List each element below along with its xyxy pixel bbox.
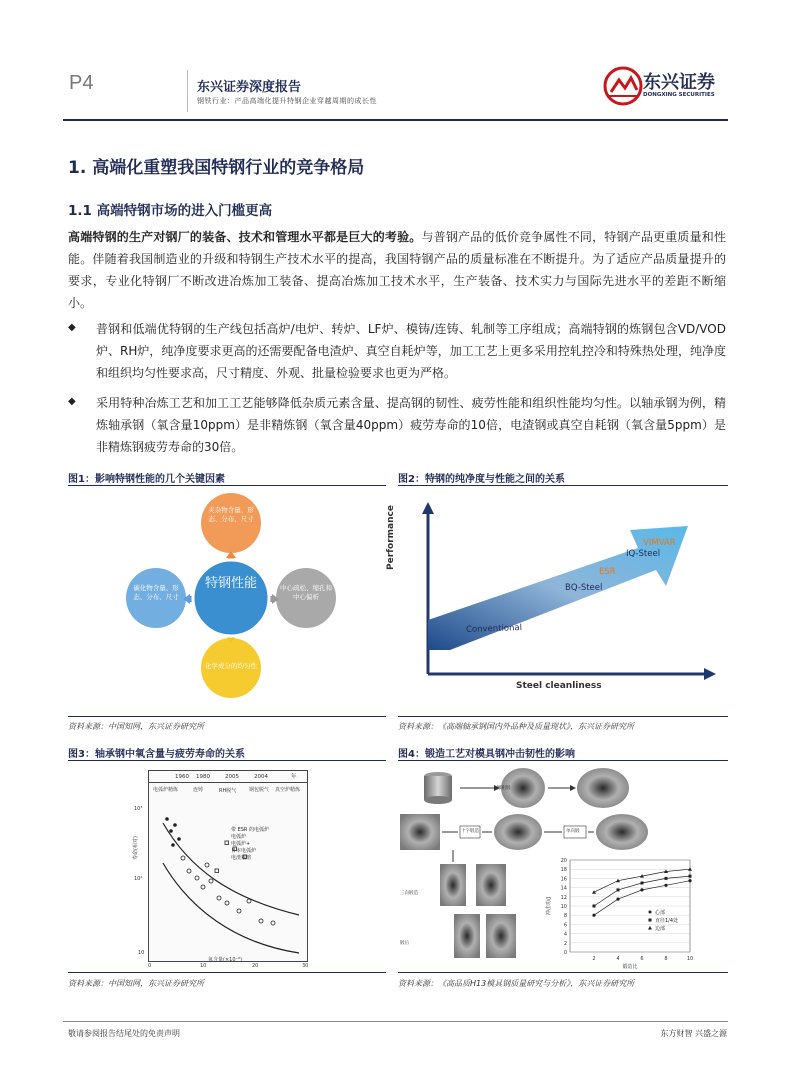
bullet-diamond-icon: ◆ [68,322,76,333]
fig4-xtick-label: 6 [640,956,644,962]
intro-paragraph [68,226,726,314]
fig4-source: 资料来源：《高品质H13模具钢质量研究与分析》，东兴证券研究所 [398,979,635,988]
fig1-center-circle [193,560,269,636]
fig2-diagram [398,490,728,710]
fig4-point [640,888,643,891]
fig4-ytick-label: 10 [560,904,567,910]
fig1-top-label: 夹杂物含量、形态、分布、尺寸 [208,506,254,523]
header-rule [63,119,728,121]
intro-lead: 高端特钢的生产对钢厂的装备、技术和管理水平都是巨大的考验。 [68,230,422,244]
fig4-flow-label: 十字锻造 [461,829,479,834]
bullet-text: 普钢和低端优特钢的生产线包括高炉/电炉、转炉、LF炉、模铸/连铸、轧制等工序组成；高端特钢的炼钢包含VD/VOD炉、RH炉，纯净度要求更高的还需要配备电渣炉、真空自耗炉等，加工工艺上更多采用控轧控冷和特殊热处理，纯净度和组织均匀性要求高，尺寸精度、外观、批量检验要求也更为严格。 [96,322,726,380]
intro-rest: 与普钢产品的低价竞争属性不同，特钢产品更重质量和性能。伴随着我国制造业的升级和特钢生产技术水平的提高，我国特钢产品的质量标准在不断提升。为了适应产品质量提升的要求，专业化特钢厂不断改进冶炼加工装备、提高冶炼加工技术水平，生产装备、技术实力与国际先进水平的差距不断缩小。 [68,230,726,310]
fig4-flow-label: 单向锻 [566,829,580,834]
fig3-curves [149,783,307,961]
fig3-title: 图3：轴承钢中氧含量与疲劳寿命的关系 [68,749,245,760]
fig3-legend: 带 ESR 的电弧炉 电弧炉 电弧炉+ 日本电弧炉 电渣重熔 [231,827,269,861]
fig2-label-conventional: Conventional [465,623,523,635]
fig1-title: 图1：影响特钢性能的几个关键因素 [68,474,225,485]
fig4-flow-label: 三向锻造 [400,891,418,896]
fig4-xtick-label: 2 [592,956,596,962]
fig2-ylabel: Performance [386,505,396,570]
fig2-source: 资料来源：《高端轴承钢国内外品种及质量现状》，东兴证券研究所 [398,722,634,731]
fig4-ytick-label: 14 [560,885,567,892]
fig1-bottom-label: 化学成分的均匀性 [205,662,257,670]
fig4-ytick-label: 4 [563,931,567,938]
fig2-bottom-rule [398,716,728,717]
fig3-plot: 1960 1980 2005 2004 年 电弧炉精炼 连铸 RH脱气 钢包脱气 真空炉精炼 带 ESR 的电弧炉 电弧炉 电弧炉+ 日本电弧炉 电渣重熔 [148,770,308,962]
fig4-legend-label: 心部 [655,910,666,916]
fig4-point [617,888,620,891]
fig3-xtick: 20 [252,963,259,969]
fig4-legend-marker [649,911,652,914]
subsection-heading: 1.1 高端特钢市场的进入门槛更高 [68,203,273,219]
header-divider [187,70,188,112]
fig2-label-esr: ESR [599,567,616,577]
fig4-point [664,884,667,887]
fig4-point [688,879,691,882]
fig1-bottom-rule [68,716,386,717]
fig1-right-label: 中心疏松、缩孔和中心偏析 [280,584,332,601]
fig4-xtick-label: 8 [664,956,668,962]
footer-rule [63,1021,728,1022]
fig4-ytick-label: 8 [563,913,567,920]
fig4-ytick-label: 16 [560,876,567,883]
fig2-title: 图2：特钢的纯净度与性能之间的关系 [398,474,565,485]
footer-disclaimer: 敬请参阅报告结尾处的免责声明 [68,1029,180,1038]
fig1-left-label: 碳化物含量、形态、分布、尺寸 [133,584,179,601]
logo-en: DONGXING SECURITIES [643,92,715,98]
fig1-center-label: 特钢性能 [204,576,257,591]
fig2-label-vimvar: VIMVAR [643,538,676,548]
footer-slogan: 东方财智 兴盛之源 [660,1029,727,1038]
fig3-ytick: 10³ [134,806,143,812]
fig4-xtick-label: 10 [686,956,694,962]
fig4-legend-label: 直径1/4处 [655,918,679,924]
fig4-point [641,882,644,885]
fig3-xtick: 0 [148,963,152,969]
fig1-source: 资料来源：中国知网，东兴证券研究所 [68,722,204,731]
fig4-ytick-label: 12 [560,894,567,901]
fig3-year-row: 1960 1980 2005 2004 年 [149,771,307,783]
fig2-xlabel: Steel cleanliness [516,681,602,691]
fig2-x-arrow-icon [704,668,716,680]
fig4-ylabel: 冲击功/J [546,896,552,916]
fig2-y-arrow-icon [422,502,434,514]
fig4-legend-marker [649,919,652,922]
fig4-ytick-label: 18 [560,867,567,874]
page-header [63,62,728,120]
fig4-rule [398,760,728,761]
report-subtitle: 钢铁行业：产品高端化提升特钢企业穿越周期的成长性 [197,97,377,105]
fig2-rule [398,485,728,486]
fig3-xtick: 30 [302,963,309,969]
fig4-line-chart [540,852,710,970]
fig3-bottom-rule [68,972,386,973]
fig4-ytick-label: 0 [563,950,567,956]
fig4-point [665,877,668,880]
fig4-flow-label: 锻后 [400,941,409,946]
fig3-source: 资料来源：中国知网，东兴证券研究所 [68,979,204,988]
fig3-ytick: 10 [138,950,145,956]
fig4-title: 图4：锻造工艺对模具钢冲击韧性的影响 [398,749,575,760]
fig2-label-bq: BQ-Steel [565,583,603,593]
page-number: P4 [69,72,94,94]
logo-cn: 东兴证券 [643,72,715,93]
fig4-xtick-label: 4 [616,956,620,962]
fig3-ytick: 10² [134,876,143,882]
fig4-bottom-rule [398,972,728,973]
report-title: 东兴证券深度报告 [197,80,302,95]
fig3-rule [68,760,386,761]
fig4-point [593,905,596,908]
company-logo [603,62,728,108]
fig3-xlabel: 氧含量(×10⁻⁶) [208,957,243,963]
fig4-flow-label: 镦粗锻 [497,786,511,791]
logo-mark-icon [603,66,643,106]
fig4-ytick-label: 20 [560,858,567,864]
fig4-point [616,898,619,901]
section-heading: 1. 高端化重塑我国特钢行业的竞争格局 [68,158,365,178]
fig3-xtick: 10 [200,963,207,969]
fig4-point [592,914,595,917]
bullet-diamond-icon: ◆ [68,396,76,407]
fig4-ytick-label: 2 [563,940,567,947]
fig4-ytick-label: 6 [563,922,567,929]
fig3-ylabel: 寿命(相对) [133,836,139,860]
fig4-xlabel: 锻造比 [622,964,638,970]
fig4-point [689,875,692,878]
fig2-label-iq: IQ-Steel [626,549,661,559]
fig4-legend-label: 边部 [655,926,666,932]
fig1-rule [68,485,386,486]
bullet-text: 采用特种冶炼工艺和加工工艺能够降低杂质元素含量、提高钢的韧性、疲劳性能和组织性能均匀性。以轴承钢为例，精炼轴承钢（氧含量10ppm）是非精炼钢（氧含量40ppm）疲劳寿命的10倍，电渣钢或真空自耗钢（氧含量5ppm）是非精炼钢疲劳寿命的30倍。 [96,396,726,454]
